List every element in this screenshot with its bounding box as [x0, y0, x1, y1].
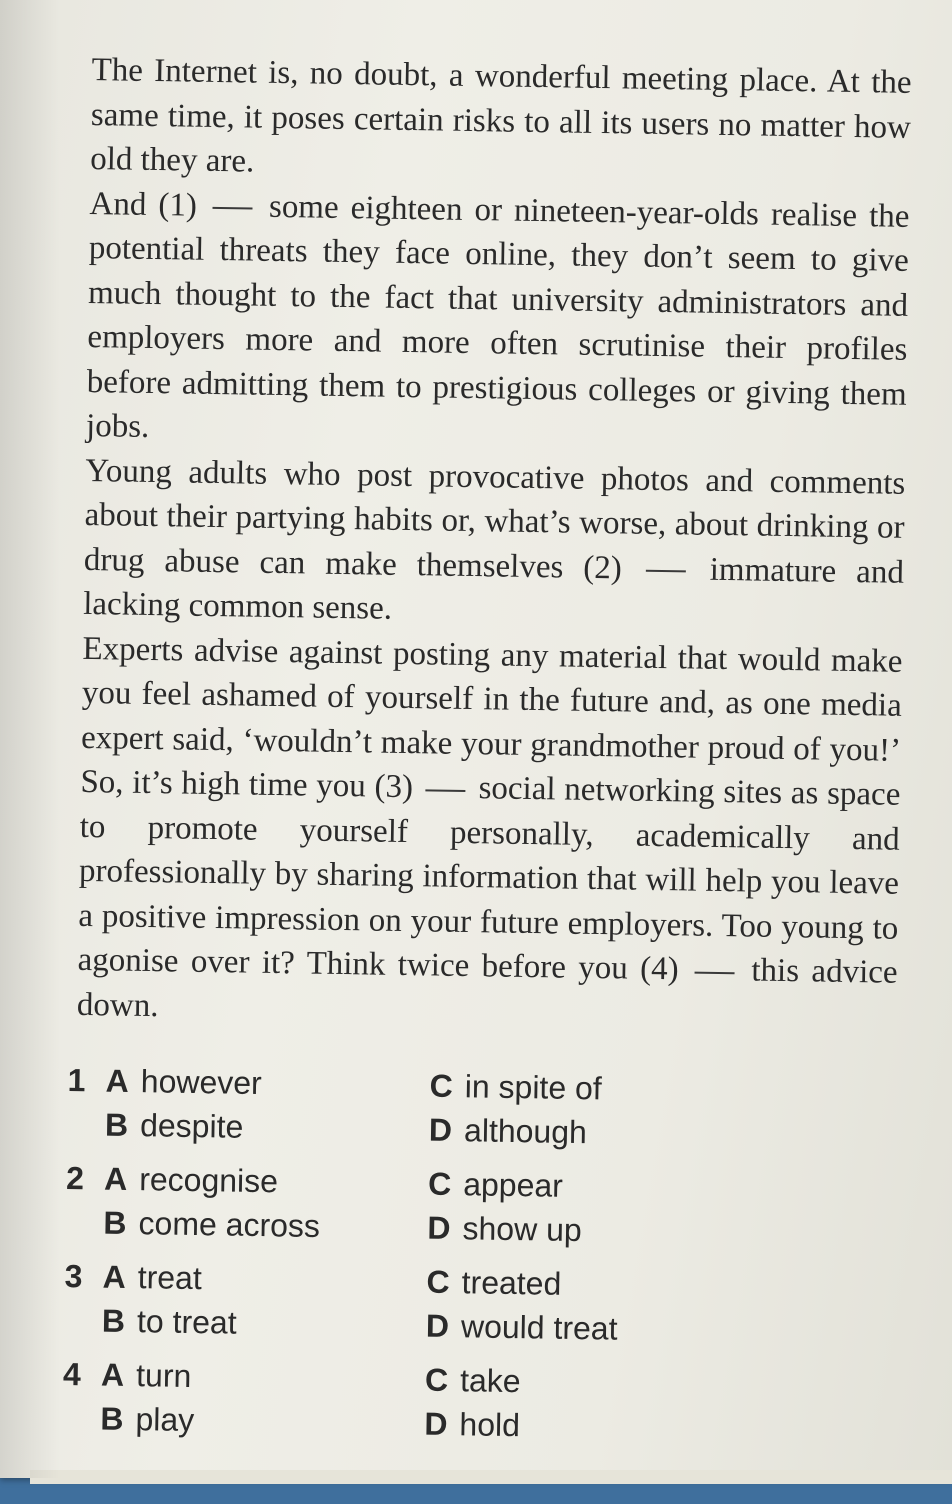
option-text: come across — [138, 1205, 321, 1244]
option-1d — [429, 1112, 587, 1151]
option-3c — [426, 1264, 561, 1303]
option-4b — [100, 1401, 194, 1439]
option-2d — [427, 1210, 582, 1249]
paragraph-text: immature and lacking common sense. — [82, 550, 905, 627]
option-2a — [104, 1161, 278, 1201]
paragraph-4 — [77, 626, 903, 1039]
option-3a — [102, 1259, 202, 1298]
option-letter: A — [100, 1356, 125, 1393]
option-1c — [429, 1068, 602, 1108]
option-letter: D — [424, 1405, 448, 1443]
paragraph-text: this advice down. — [76, 952, 898, 1024]
option-letter: A — [102, 1258, 127, 1295]
option-text: to treat — [136, 1303, 237, 1341]
question-number: 2 — [65, 1159, 85, 1197]
option-letter: D — [425, 1307, 450, 1345]
page-edge — [30, 1470, 952, 1484]
question-4 — [62, 1356, 823, 1466]
paragraph-text: some eighteen or nineteen-year-olds realise the potential threats they face online, they don’t seem to give much thought to the fact that university administrators and employers more and more often scrutinise their profiles before admitting them to prestigious colleges or giving them jobs. — [85, 188, 910, 445]
question-number: 1 — [67, 1062, 86, 1099]
option-text: however — [140, 1063, 263, 1102]
option-text: hold — [459, 1406, 521, 1444]
option-text: turn — [135, 1357, 192, 1394]
paragraph-1 — [90, 48, 912, 194]
option-4a — [101, 1357, 192, 1395]
option-letter: B — [104, 1106, 129, 1143]
option-3d — [426, 1308, 618, 1348]
question-number: 4 — [62, 1355, 82, 1393]
option-letter: B — [103, 1204, 127, 1241]
option-letter: C — [426, 1263, 450, 1301]
answer-options — [62, 1062, 828, 1466]
option-letter: B — [100, 1400, 124, 1437]
option-text: treated — [461, 1264, 562, 1302]
gap-1-blank — [213, 206, 253, 210]
option-text: treat — [137, 1259, 203, 1297]
option-1b — [105, 1107, 244, 1146]
option-text: take — [459, 1362, 521, 1400]
option-text: despite — [139, 1107, 244, 1145]
option-4c — [425, 1362, 521, 1400]
option-letter: C — [429, 1067, 454, 1105]
option-text: appear — [462, 1166, 564, 1204]
option-text: show up — [462, 1210, 583, 1249]
question-1 — [66, 1062, 827, 1172]
gap-3-blank — [426, 788, 466, 792]
question-3 — [63, 1258, 824, 1368]
option-2c — [428, 1166, 563, 1205]
paragraph-text: social networking sites as space to promote yourself personally, academically and professionally by sharing information that will help you leave a positive impression on your future employers. Too young to agonise over it? Think twice before you (4) — [77, 770, 901, 988]
paragraph-text: Young adults who post provocative photos and comments about their partying habits or, what’s worse, about drinking or drug abuse can make themselves (2) — [83, 452, 906, 587]
option-4d — [424, 1406, 520, 1444]
option-letter: C — [427, 1165, 452, 1203]
paragraph-text: Experts advise against posting any material that would make you feel ashamed of yourself in the future and, as one media expert said, ‘wouldn’t make your grandmother proud of you!’ So, it’s high time you (3) — [80, 630, 903, 806]
option-letter: A — [105, 1062, 130, 1099]
question-2 — [65, 1160, 826, 1270]
option-2b — [103, 1205, 320, 1245]
option-letter: A — [103, 1160, 128, 1197]
paragraph-text: The Internet is, no doubt, a wonderful meeting place. At the same time, it poses certain risks to all its users no matter how old they are. — [89, 51, 912, 180]
option-letter: B — [101, 1302, 126, 1339]
paragraph-2 — [86, 181, 910, 461]
option-text: recognise — [138, 1161, 279, 1200]
page-shadow — [0, 0, 60, 1478]
question-number: 3 — [64, 1257, 83, 1295]
option-letter: D — [427, 1209, 451, 1247]
option-1a — [105, 1063, 262, 1102]
option-3b — [102, 1303, 237, 1342]
option-letter: D — [428, 1111, 453, 1149]
option-text: in spite of — [464, 1068, 603, 1107]
option-text: although — [463, 1112, 588, 1151]
paragraph-3 — [83, 448, 906, 639]
gap-2-blank — [646, 569, 686, 573]
reading-passage — [77, 48, 912, 1040]
option-text: play — [135, 1401, 195, 1439]
option-letter: C — [424, 1361, 449, 1399]
paragraph-text: And (1) — [89, 185, 210, 224]
option-text: would treat — [460, 1308, 618, 1347]
gap-4-blank — [695, 971, 735, 975]
